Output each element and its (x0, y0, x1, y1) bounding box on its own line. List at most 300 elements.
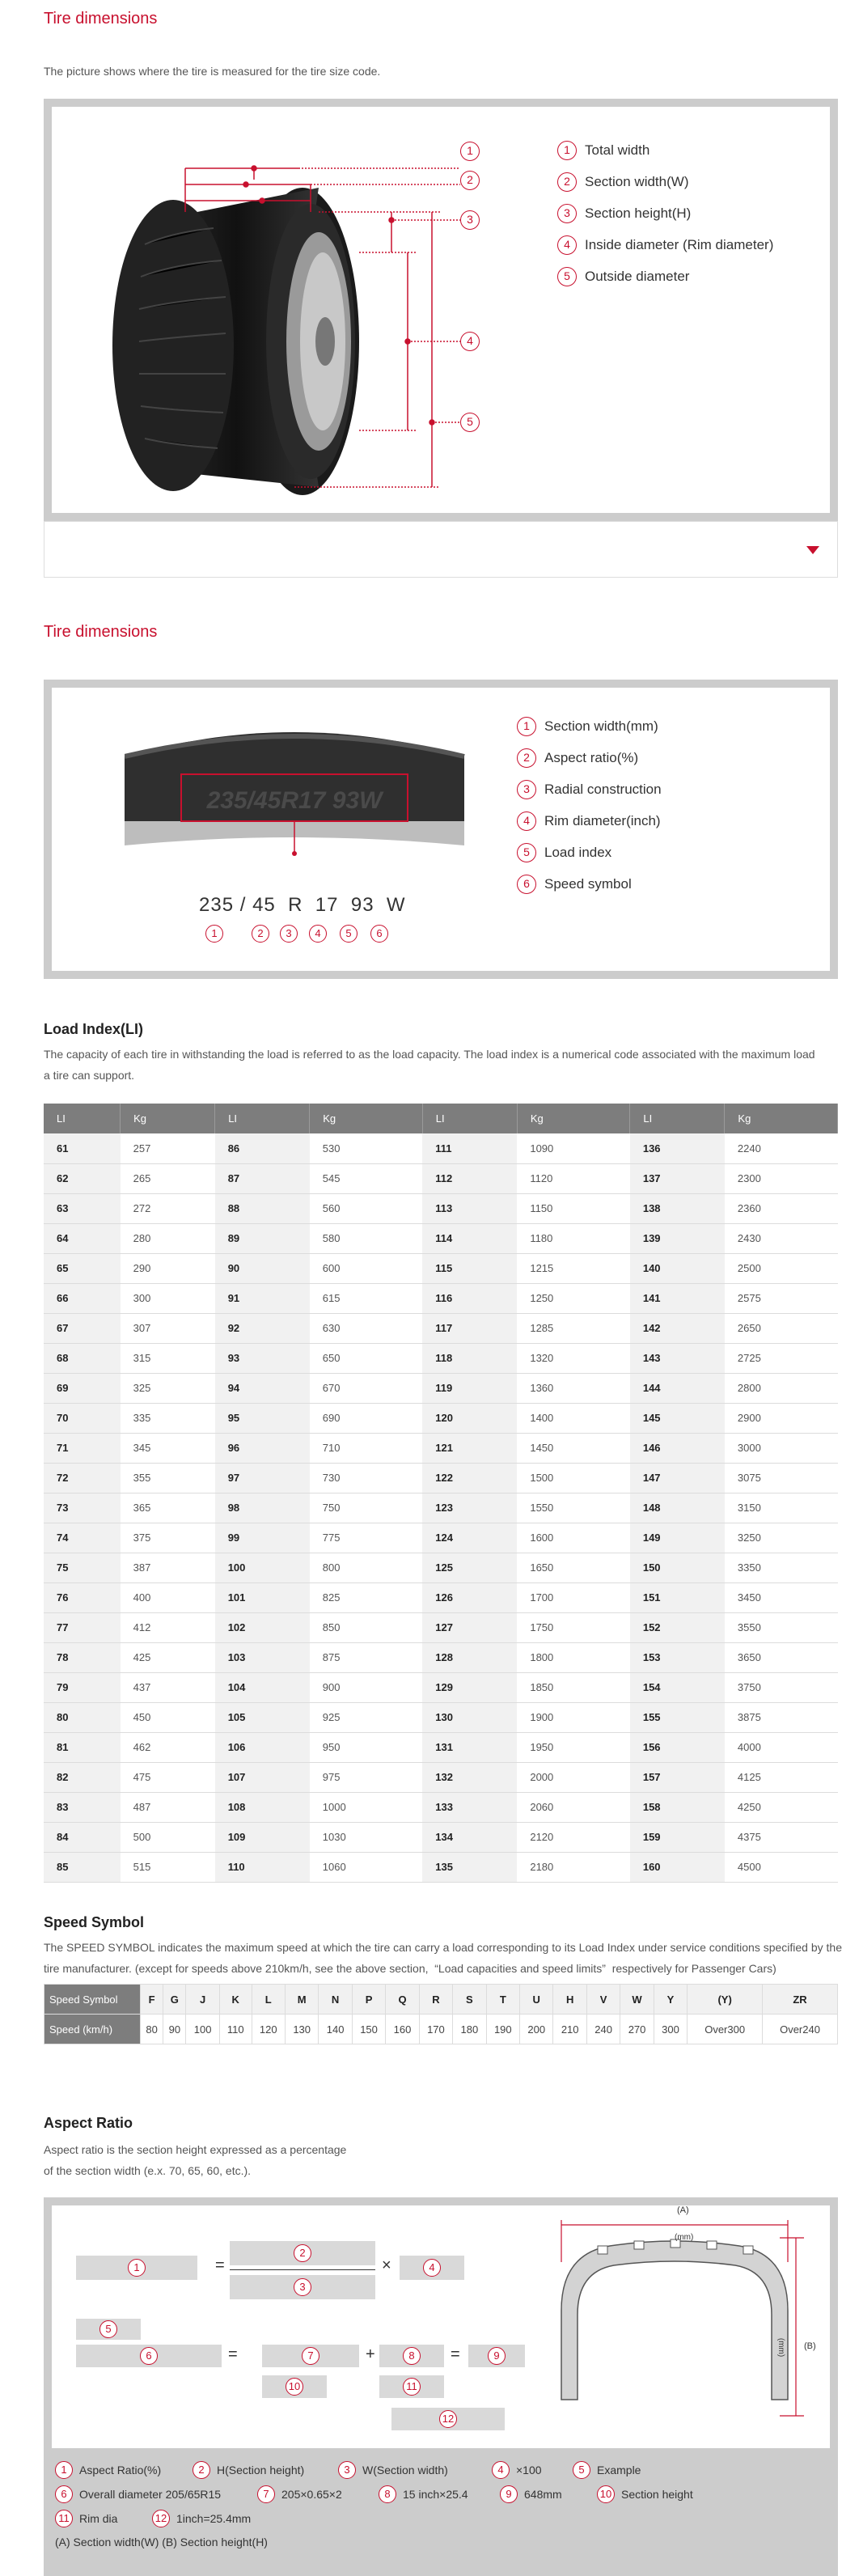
legend-num: 5 (573, 2461, 590, 2479)
li-cell: 95 (215, 1403, 310, 1433)
dim-label-mm-top: (mm) (675, 2233, 694, 2242)
li-cell: 115 (422, 1253, 517, 1283)
speed-value-cell: 240 (586, 2015, 620, 2044)
tire-measure-illustration (52, 107, 505, 511)
li-cell: 159 (630, 1822, 725, 1852)
kg-cell: 280 (121, 1223, 215, 1253)
formula-num-7: 7 (302, 2347, 319, 2365)
kg-cell: 2000 (517, 1762, 630, 1792)
table-row (44, 1762, 838, 1792)
li-cell: 93 (215, 1343, 310, 1373)
legend-num: 8 (379, 2485, 396, 2503)
kg-cell: 2360 (725, 1193, 838, 1223)
speed-symbol-cell: S (453, 1985, 486, 2015)
legend-label: Radial construction (544, 781, 662, 797)
li-cell: 101 (215, 1582, 310, 1612)
speed-value-cell: 150 (352, 2015, 385, 2044)
li-cell: 102 (215, 1612, 310, 1642)
kg-cell: 3550 (725, 1612, 838, 1642)
speed-symbol-cell: (Y) (688, 1985, 763, 2015)
legend-num: 12 (152, 2510, 170, 2527)
legend-num: 9 (500, 2485, 518, 2503)
table-row (44, 1253, 838, 1283)
tire-cross-section-illustration (537, 2214, 812, 2432)
li-cell: 72 (44, 1463, 121, 1493)
legend-num: 2 (557, 172, 577, 192)
aspect-ratio-description-1: Aspect ratio is the section height expressed as a percentage (44, 2143, 347, 2156)
legend-item (517, 710, 662, 742)
speed-value-cell: 100 (186, 2015, 219, 2044)
li-cell: 119 (422, 1373, 517, 1403)
li-cell: 129 (422, 1672, 517, 1702)
li-cell: 124 (422, 1523, 517, 1553)
kg-cell: 630 (310, 1313, 423, 1343)
speed-symbol-cell: F (141, 1985, 163, 2015)
speed-symbol-cell: P (352, 1985, 385, 2015)
legend-item (257, 2485, 342, 2503)
load-index-body (44, 1133, 838, 1882)
kg-cell: 580 (310, 1223, 423, 1253)
speed-value-cell: 200 (520, 2015, 553, 2044)
legend-label: Speed symbol (544, 875, 632, 892)
li-cell: 64 (44, 1223, 121, 1253)
legend-item (557, 134, 773, 166)
table-row (44, 1403, 838, 1433)
li-cell: 136 (630, 1133, 725, 1163)
legend-label: Load index (544, 844, 612, 860)
legend-item (573, 2461, 641, 2479)
li-cell: 94 (215, 1373, 310, 1403)
table-row (44, 1133, 838, 1163)
li-cell: 85 (44, 1852, 121, 1882)
speed-value-cell: 270 (620, 2015, 654, 2044)
li-cell: 156 (630, 1732, 725, 1762)
aspect-ratio-legend (52, 2455, 830, 2568)
li-cell: 70 (44, 1403, 121, 1433)
legend-item (557, 229, 773, 261)
li-cell: 87 (215, 1163, 310, 1193)
kg-cell: 2725 (725, 1343, 838, 1373)
kg-cell: 545 (310, 1163, 423, 1193)
legend-item (55, 2461, 161, 2479)
table-row (44, 1493, 838, 1523)
kg-cell: 560 (310, 1193, 423, 1223)
legend-label: Total width (585, 142, 650, 158)
kg-cell: 2180 (517, 1852, 630, 1882)
kg-cell: 3350 (725, 1553, 838, 1582)
li-cell: 122 (422, 1463, 517, 1493)
li-cell: 111 (422, 1133, 517, 1163)
li-cell: 68 (44, 1343, 121, 1373)
header-li: LI (630, 1104, 725, 1133)
legend-item (557, 261, 773, 292)
li-cell: 61 (44, 1133, 121, 1163)
expand-toggle-bar[interactable] (44, 521, 838, 578)
li-cell: 100 (215, 1553, 310, 1582)
kg-cell: 1800 (517, 1642, 630, 1672)
kg-cell: 265 (121, 1163, 215, 1193)
kg-cell: 2240 (725, 1133, 838, 1163)
kg-cell: 600 (310, 1253, 423, 1283)
size-code-line (199, 894, 406, 917)
fraction-line (230, 2269, 375, 2270)
formula-num-10: 10 (286, 2378, 303, 2396)
legend-num: 3 (338, 2461, 356, 2479)
kg-cell: 515 (121, 1852, 215, 1882)
li-cell: 133 (422, 1792, 517, 1822)
kg-cell: 650 (310, 1343, 423, 1373)
kg-cell: 1650 (517, 1553, 630, 1582)
kg-cell: 1950 (517, 1732, 630, 1762)
kg-cell: 487 (121, 1792, 215, 1822)
li-cell: 84 (44, 1822, 121, 1852)
li-cell: 135 (422, 1852, 517, 1882)
formula-num-12: 12 (439, 2410, 457, 2428)
load-index-title: Load Index(LI) (44, 1021, 143, 1037)
kg-cell: 1250 (517, 1283, 630, 1313)
load-index-table (44, 1104, 838, 1883)
table-row (44, 1463, 838, 1493)
legend-num: 1 (557, 141, 577, 160)
speed-value-cell: Over300 (688, 2015, 763, 2044)
legend-num: 11 (55, 2510, 73, 2527)
li-cell: 92 (215, 1313, 310, 1343)
dim-label-a: (A) (677, 2205, 689, 2215)
callout-3: 3 (460, 210, 480, 230)
li-cell: 96 (215, 1433, 310, 1463)
speed-symbol-cell: W (620, 1985, 654, 2015)
speed-symbol-cell: U (520, 1985, 553, 2015)
li-cell: 128 (422, 1642, 517, 1672)
speed-symbol-title: Speed Symbol (44, 1914, 145, 1930)
kg-cell: 475 (121, 1762, 215, 1792)
li-cell: 149 (630, 1523, 725, 1553)
equals-sign: = (451, 2345, 460, 2363)
li-cell: 145 (630, 1403, 725, 1433)
aspect-ratio-title: Aspect Ratio (44, 2115, 133, 2131)
li-cell: 77 (44, 1612, 121, 1642)
kg-cell: 1900 (517, 1702, 630, 1732)
code-num-5: 5 (340, 925, 358, 943)
code-aspect: 45 (252, 894, 276, 916)
li-cell: 160 (630, 1852, 725, 1882)
kg-cell: 462 (121, 1732, 215, 1762)
legend-label: 205×0.65×2 (281, 2488, 342, 2501)
kg-cell: 345 (121, 1433, 215, 1463)
legend-num: 3 (557, 204, 577, 223)
legend-item (517, 837, 662, 868)
table-row (44, 1523, 838, 1553)
kg-cell: 500 (121, 1822, 215, 1852)
kg-cell: 1500 (517, 1463, 630, 1493)
li-cell: 116 (422, 1283, 517, 1313)
table-row (44, 1313, 838, 1343)
header-li: LI (215, 1104, 310, 1133)
dim-label-mm-side: (mm) (776, 2337, 786, 2358)
table-row (44, 1553, 838, 1582)
legend-item (338, 2461, 448, 2479)
formula-num-2: 2 (294, 2244, 311, 2262)
li-cell: 81 (44, 1732, 121, 1762)
legend-label: Section width(W) (585, 173, 689, 189)
li-cell: 67 (44, 1313, 121, 1343)
times-sign: × (382, 2256, 391, 2274)
li-cell: 76 (44, 1582, 121, 1612)
kg-cell: 4500 (725, 1852, 838, 1882)
legend-num: 4 (517, 811, 536, 831)
li-cell: 74 (44, 1523, 121, 1553)
speed-value-cell: 90 (163, 2015, 186, 2044)
header-kg: Kg (517, 1104, 630, 1133)
kg-cell: 365 (121, 1493, 215, 1523)
table-row (44, 1283, 838, 1313)
legend-item (492, 2461, 542, 2479)
li-cell: 80 (44, 1702, 121, 1732)
li-cell: 113 (422, 1193, 517, 1223)
legend-label: Outside diameter (585, 268, 690, 284)
speed-symbol-row (44, 1985, 838, 2015)
li-cell: 155 (630, 1702, 725, 1732)
li-cell: 66 (44, 1283, 121, 1313)
li-cell: 144 (630, 1373, 725, 1403)
li-cell: 75 (44, 1553, 121, 1582)
legend-item (517, 805, 662, 837)
formula-num-4: 4 (423, 2259, 441, 2277)
legend-item (557, 166, 773, 197)
li-cell: 148 (630, 1493, 725, 1523)
legend-label: ×100 (516, 2464, 542, 2476)
kg-cell: 3875 (725, 1702, 838, 1732)
legend-item (557, 197, 773, 229)
legend-num: 6 (55, 2485, 73, 2503)
legend-label: Example (597, 2464, 641, 2476)
header-kg: Kg (725, 1104, 838, 1133)
intro-text: The picture shows where the tire is measured for the tire size code. (44, 65, 381, 78)
kg-cell: 875 (310, 1642, 423, 1672)
header-li: LI (44, 1104, 121, 1133)
kg-cell: 925 (310, 1702, 423, 1732)
kg-cell: 2120 (517, 1822, 630, 1852)
load-index-description: The capacity of each tire in withstanding the load is referred to as the load capacity. The load index is a numerical code associated with the maximum load a tire can support. (44, 1048, 815, 1082)
kg-cell: 1285 (517, 1313, 630, 1343)
kg-cell: 1150 (517, 1193, 630, 1223)
table-row (44, 1852, 838, 1882)
table-row (44, 1642, 838, 1672)
kg-cell: 1215 (517, 1253, 630, 1283)
code-num-1: 1 (205, 925, 223, 943)
callout-5: 5 (460, 413, 480, 432)
kg-cell: 1000 (310, 1792, 423, 1822)
kg-cell: 1550 (517, 1493, 630, 1523)
li-cell: 99 (215, 1523, 310, 1553)
legend-item (500, 2485, 562, 2503)
kg-cell: 2575 (725, 1283, 838, 1313)
legend-label: Rim diameter(inch) (544, 812, 661, 828)
table-row (44, 1732, 838, 1762)
li-cell: 69 (44, 1373, 121, 1403)
li-cell: 107 (215, 1762, 310, 1792)
li-cell: 120 (422, 1403, 517, 1433)
speed-value-cell: 120 (252, 2015, 285, 2044)
kg-cell: 1030 (310, 1822, 423, 1852)
speed-symbol-table (44, 1984, 838, 2044)
speed-symbol-cell: N (319, 1985, 352, 2015)
plus-sign: + (366, 2345, 375, 2363)
tire-image (112, 188, 359, 495)
speed-symbol-cell: Q (386, 1985, 419, 2015)
li-cell: 137 (630, 1163, 725, 1193)
formula-num-11: 11 (403, 2378, 421, 2396)
legend-label: W(Section width) (362, 2464, 448, 2476)
kg-cell: 3250 (725, 1523, 838, 1553)
speed-value-cell: 190 (486, 2015, 519, 2044)
legend-num: 6 (517, 875, 536, 894)
kg-cell: 950 (310, 1732, 423, 1762)
li-cell: 108 (215, 1792, 310, 1822)
kg-cell: 3450 (725, 1582, 838, 1612)
legend-item (152, 2510, 251, 2527)
li-cell: 78 (44, 1642, 121, 1672)
table-row (44, 1792, 838, 1822)
li-cell: 152 (630, 1612, 725, 1642)
li-cell: 104 (215, 1672, 310, 1702)
equals-sign: = (228, 2345, 238, 2363)
li-cell: 132 (422, 1762, 517, 1792)
legend-num: 1 (55, 2461, 73, 2479)
li-cell: 151 (630, 1582, 725, 1612)
aspect-ratio-description-2: of the section width (e.x. 70, 65, 60, etc.). (44, 2164, 252, 2177)
kg-cell: 900 (310, 1672, 423, 1702)
speed-value-cell: 210 (553, 2015, 586, 2044)
legend-item (55, 2485, 221, 2503)
li-cell: 134 (422, 1822, 517, 1852)
kg-cell: 437 (121, 1672, 215, 1702)
kg-cell: 3650 (725, 1642, 838, 1672)
legend-item (193, 2461, 304, 2479)
kg-cell: 412 (121, 1612, 215, 1642)
speed-symbol-cell: H (553, 1985, 586, 2015)
load-index-header-row (44, 1104, 838, 1133)
size-code-legend (517, 710, 662, 900)
speed-value-cell: 130 (285, 2015, 318, 2044)
speed-symbol-row-label: Speed Symbol (44, 1985, 141, 2015)
kg-cell: 750 (310, 1493, 423, 1523)
li-cell: 62 (44, 1163, 121, 1193)
kg-cell: 450 (121, 1702, 215, 1732)
speed-symbol-cell: T (486, 1985, 519, 2015)
kg-cell: 290 (121, 1253, 215, 1283)
table-row (44, 1193, 838, 1223)
kg-cell: 2900 (725, 1403, 838, 1433)
li-cell: 140 (630, 1253, 725, 1283)
equals-sign: = (215, 2256, 225, 2274)
li-cell: 106 (215, 1732, 310, 1762)
li-cell: 121 (422, 1433, 517, 1463)
kg-cell: 615 (310, 1283, 423, 1313)
kg-cell: 775 (310, 1523, 423, 1553)
li-cell: 90 (215, 1253, 310, 1283)
code-num-3: 3 (280, 925, 298, 943)
legend-item (379, 2485, 468, 2503)
kg-cell: 1120 (517, 1163, 630, 1193)
li-cell: 82 (44, 1762, 121, 1792)
aspect-ratio-footnote: (A) Section width(W) (B) Section height(H) (55, 2536, 268, 2548)
legend-label: Rim dia (79, 2512, 118, 2525)
chevron-down-icon[interactable] (806, 546, 819, 554)
callout-2: 2 (460, 171, 480, 190)
li-cell: 98 (215, 1493, 310, 1523)
kg-cell: 300 (121, 1283, 215, 1313)
li-cell: 123 (422, 1493, 517, 1523)
callout-4: 4 (460, 332, 480, 351)
code-radial: R (288, 894, 303, 916)
kg-cell: 1700 (517, 1582, 630, 1612)
table-row (44, 1582, 838, 1612)
li-cell: 141 (630, 1283, 725, 1313)
kg-cell: 975 (310, 1762, 423, 1792)
li-cell: 118 (422, 1343, 517, 1373)
li-cell: 103 (215, 1642, 310, 1672)
li-cell: 105 (215, 1702, 310, 1732)
dim-label-b: (B) (804, 2341, 816, 2351)
header-kg: Kg (121, 1104, 215, 1133)
code-rim: 17 (315, 894, 339, 916)
li-cell: 139 (630, 1223, 725, 1253)
kg-cell: 355 (121, 1463, 215, 1493)
header-li: LI (422, 1104, 517, 1133)
li-cell: 158 (630, 1792, 725, 1822)
legend-label: Aspect Ratio(%) (79, 2464, 162, 2476)
kg-cell: 2060 (517, 1792, 630, 1822)
kg-cell: 710 (310, 1433, 423, 1463)
li-cell: 153 (630, 1642, 725, 1672)
kg-cell: 3150 (725, 1493, 838, 1523)
section-title-tire-size-code: Tire dimensions (44, 623, 158, 641)
li-cell: 126 (422, 1582, 517, 1612)
speed-value-cell: Over240 (763, 2015, 838, 2044)
table-row (44, 1822, 838, 1852)
legend-item (55, 2510, 117, 2527)
kg-cell: 1750 (517, 1612, 630, 1642)
li-cell: 73 (44, 1493, 121, 1523)
kg-cell: 3075 (725, 1463, 838, 1493)
kg-cell: 325 (121, 1373, 215, 1403)
legend-num: 4 (557, 235, 577, 255)
kg-cell: 2500 (725, 1253, 838, 1283)
li-cell: 114 (422, 1223, 517, 1253)
li-cell: 65 (44, 1253, 121, 1283)
kg-cell: 1600 (517, 1523, 630, 1553)
kg-cell: 1180 (517, 1223, 630, 1253)
code-num-6: 6 (370, 925, 388, 943)
kg-cell: 315 (121, 1343, 215, 1373)
kg-cell: 375 (121, 1523, 215, 1553)
kg-cell: 4375 (725, 1822, 838, 1852)
li-cell: 71 (44, 1433, 121, 1463)
speed-symbol-cell: R (419, 1985, 452, 2015)
formula-num-8: 8 (403, 2347, 421, 2365)
kg-cell: 2430 (725, 1223, 838, 1253)
size-code-frame (44, 680, 838, 979)
li-cell: 125 (422, 1553, 517, 1582)
legend-label: 1inch=25.4mm (176, 2512, 252, 2525)
legend-label: Section height (621, 2488, 693, 2501)
legend-label: H(Section height) (217, 2464, 305, 2476)
legend-item (597, 2485, 693, 2503)
code-width: 235 (199, 894, 235, 916)
li-cell: 143 (630, 1343, 725, 1373)
speed-value-cell: 110 (219, 2015, 252, 2044)
